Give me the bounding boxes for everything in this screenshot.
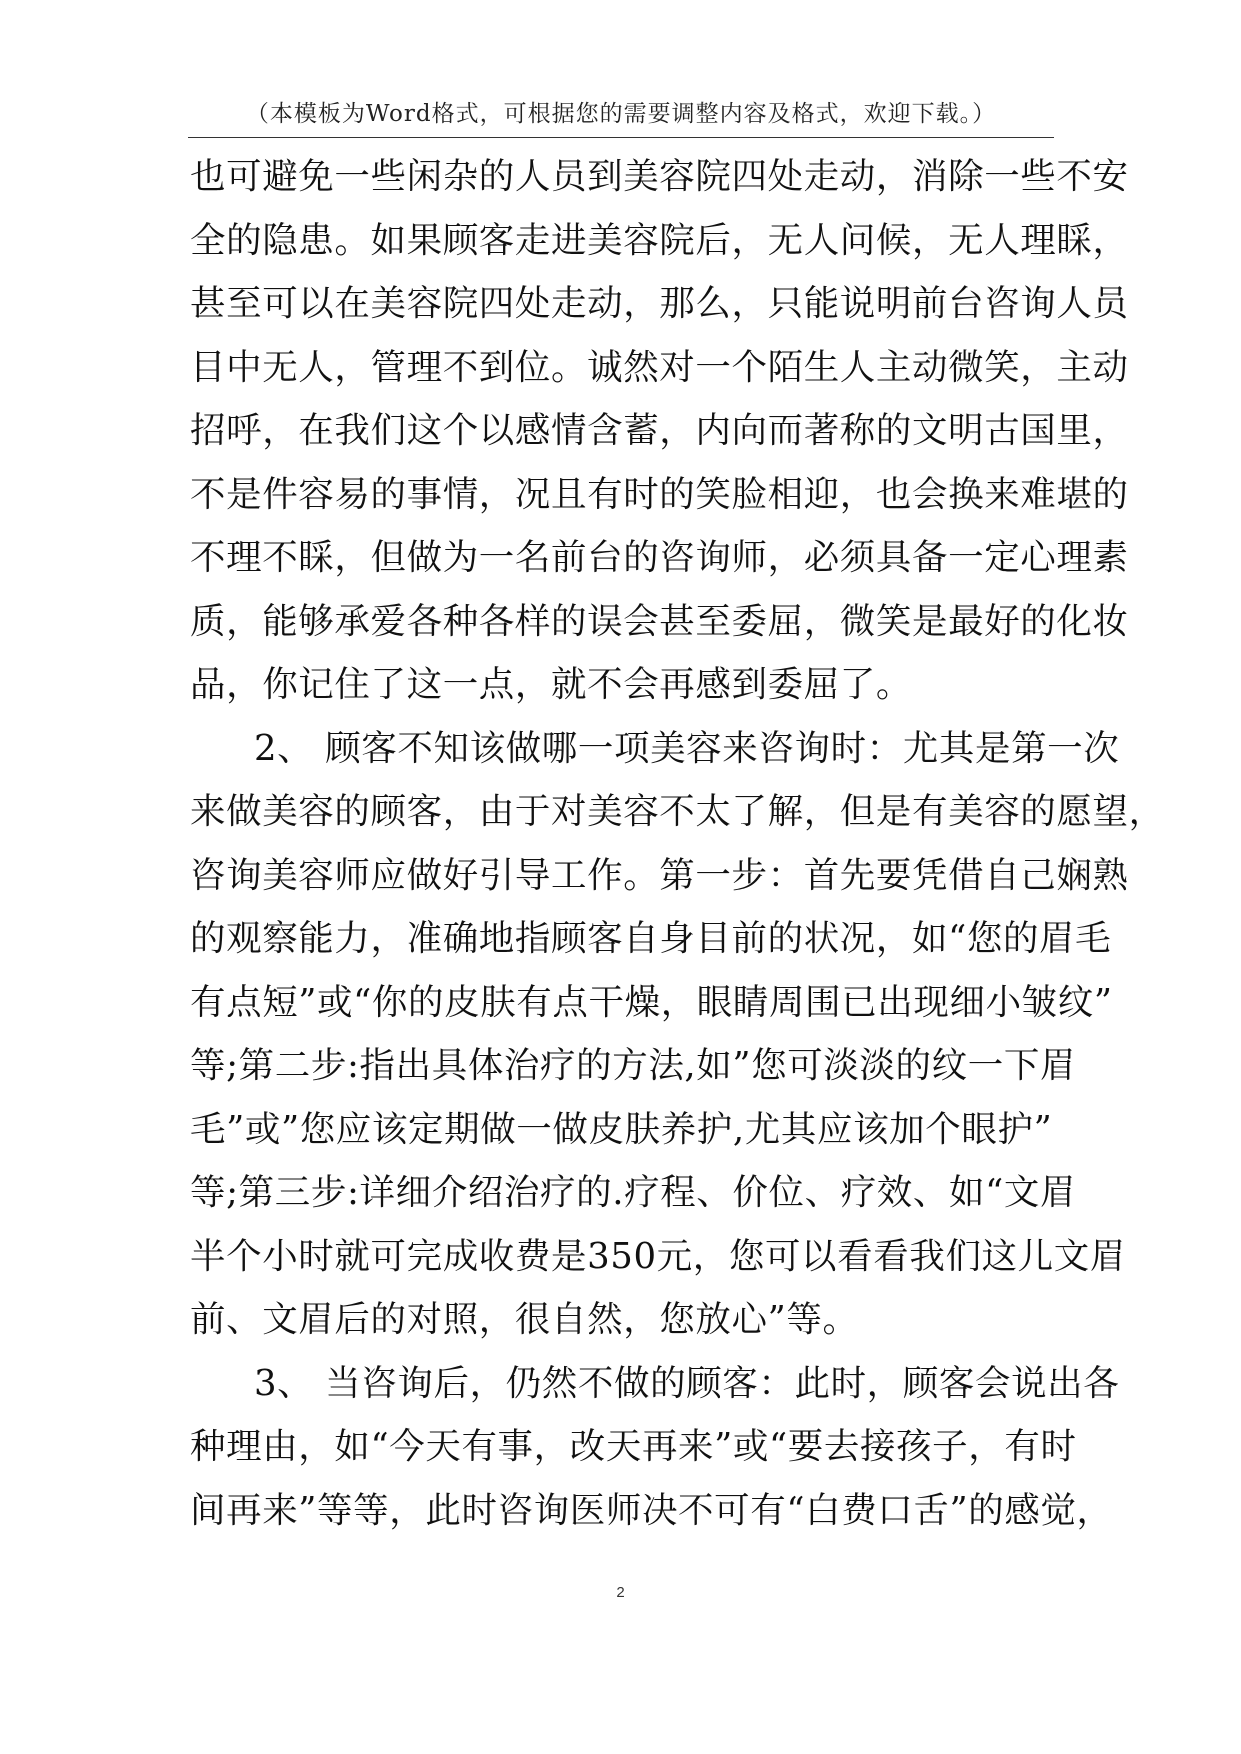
paragraph-start-line: 2、 顾客不知该做哪一项美容来咨询时：尤其是第一次 [254, 727, 1120, 769]
template-notice: （本模板为Word格式，可根据您的需要调整内容及格式，欢迎下载。） [245, 101, 997, 127]
text-line: 目中无人，管理不到位。诚然对一个陌生人主动微笑，主动 [190, 346, 1129, 388]
text-line: 甚至可以在美容院四处走动，那么，只能说明前台咨询人员 [190, 283, 1129, 324]
text-line: 毛”或”您应该定期做一做皮肤养护,尤其应该加个眼护” [190, 1108, 1053, 1150]
page-number: 2 [616, 1584, 625, 1601]
header-divider [188, 137, 1054, 138]
text-line: 等;第二步:指出具体治疗的方法,如”您可淡淡的纹一下眉 [190, 1045, 1077, 1086]
text-line: 前、文眉后的对照，很自然，您放心”等。 [190, 1299, 859, 1340]
text-line: 的观察能力，准确地指顾客自身目前的状况，如“您的眉毛 [190, 918, 1112, 959]
text-line: 不是件容易的事情，况且有时的笑脸相迎，也会换来难堪的 [190, 473, 1129, 515]
text-line: 也可避免一些闲杂的人员到美容院四处走动，消除一些不安 [190, 156, 1129, 197]
text-line: 间再来”等等，此时咨询医师决不可有“白费口舌”的感觉， [190, 1489, 1113, 1531]
text-line: 有点短”或“你的皮肤有点干燥，眼睛周围已出现细小皱纹” [190, 981, 1113, 1023]
text-line: 招呼，在我们这个以感情含蓄，内向而著称的文明古国里， [190, 410, 1129, 451]
text-line: 等;第三步:详细介绍治疗的.疗程、价位、疗效、如“文眉 [190, 1172, 1077, 1213]
text-line: 不理不睬，但做为一名前台的咨询师，必须具备一定心理素 [190, 537, 1129, 578]
text-line: 质，能够承爱各种各样的误会甚至委屈，微笑是最好的化妆 [190, 600, 1129, 642]
text-line: 全的隐患。如果顾客走进美容院后，无人问候，无人理睬， [190, 219, 1129, 261]
text-line: 品，你记住了这一点，就不会再感到委屈了。 [190, 664, 913, 705]
paragraph-start-line: 3、 当咨询后，仍然不做的顾客：此时，顾客会说出各 [254, 1362, 1120, 1404]
text-line: 种理由，如“今天有事，改天再来”或“要去接孩子，有时 [190, 1426, 1077, 1467]
text-line: 半个小时就可完成收费是350元，您可以看看我们这儿文眉 [190, 1235, 1126, 1277]
body-text [190, 145, 1165, 1542]
text-line: 咨询美容师应做好引导工作。第一步：首先要凭借自己娴熟 [190, 854, 1129, 896]
text-line: 来做美容的顾客，由于对美容不太了解，但是有美容的愿望， [190, 791, 1165, 832]
